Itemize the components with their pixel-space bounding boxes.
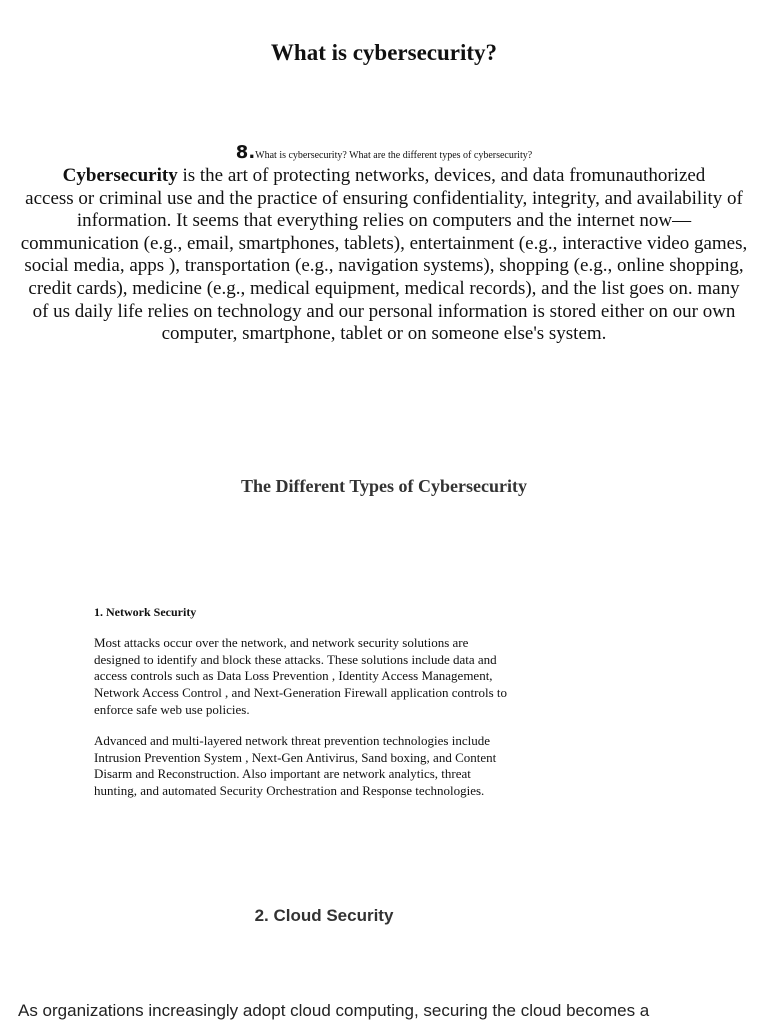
paragraph-line: Intrusion Prevention System , Next-Gen Antivirus, Sand boxing, and Content (94, 749, 497, 765)
intro-paragraph (0, 165, 768, 346)
question-text: What is cybersecurity? What are the different types of cybersecurity? (255, 150, 533, 161)
intro-line: of us daily life relies on technology and our personal information is stored either on our own (32, 300, 736, 322)
network-security-paragraph-1 (94, 635, 564, 719)
intro-line: access or criminal use and the practice of ensuring confidentiality, integrity, and availability of (25, 187, 743, 209)
paragraph-line: Disarm and Reconstruction. Also important are network analytics, threat (94, 766, 471, 782)
intro-line: communication (e.g., email, smartphones, tablets), entertainment (e.g., interactive video games, (20, 232, 748, 254)
paragraph-line: hunting, and automated Security Orchestration and Response technologies. (94, 783, 485, 799)
cloud-security-heading: 2. Cloud Security (254, 906, 394, 925)
paragraph-line: Network Access Control , and Next-Generation Firewall application controls to (94, 685, 508, 701)
network-security-heading: 1. Network Security (94, 605, 197, 619)
intro-line: social media, apps ), transportation (e.g., navigation systems), shopping (e.g., online shopping, (24, 255, 744, 277)
paragraph-line: enforce safe web use policies. (94, 701, 250, 717)
question-line (0, 143, 768, 166)
paragraph-line: Most attacks occur over the network, and network security solutions are (94, 635, 469, 650)
paragraph-line: Advanced and multi-layered network threat prevention technologies include (94, 733, 490, 748)
intro-lead-term: Cybersecurity (62, 165, 178, 186)
question-number: 8. (235, 142, 256, 163)
intro-line: credit cards), medicine (e.g., medical equipment, medical records), and the list goes on. many (28, 277, 740, 299)
intro-line: Cybersecurity is the art of protecting networks, devices, and data fromunauthorized (62, 165, 706, 186)
paragraph-line: designed to identify and block these attacks. These solutions include data and (94, 651, 497, 667)
cloud-security-paragraph: As organizations increasingly adopt cloud computing, securing the cloud becomes a (18, 1001, 650, 1020)
document-title: What is cybersecurity? (270, 40, 498, 65)
network-security-paragraph-2 (94, 733, 564, 800)
intro-line: information. It seems that everything relies on computers and the internet now— (76, 210, 692, 232)
types-heading: The Different Types of Cybersecurity (241, 476, 527, 496)
paragraph-line: access controls such as Data Loss Prevention , Identity Access Management, (94, 668, 493, 684)
intro-line: computer, smartphone, tablet or on someone else's system. (161, 323, 607, 345)
